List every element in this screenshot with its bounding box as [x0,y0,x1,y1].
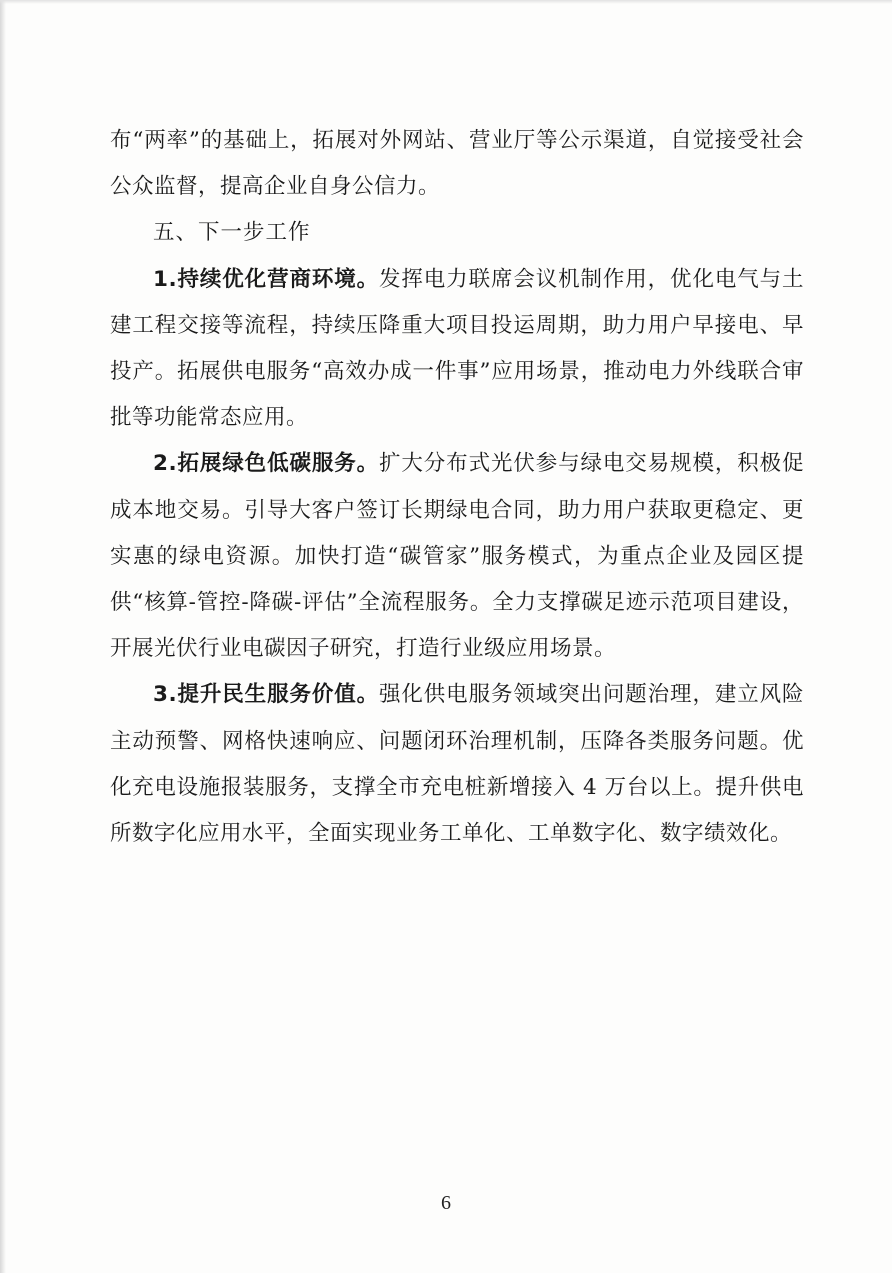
scan-edge-left [0,0,6,1273]
work-item-1 [110,257,804,442]
section-heading: 五、下一步工作 [153,220,311,246]
work-item-3-body: 强化供电服务领域突出问题治理，建立风险主动预警、网格快速响应、问题闭环治理机制，压降各类服务问题。优化充电设施报装服务，支撑全市充电桩新增接入 4 万台以上。提升供电所数字化应用水平，全面实现业务工单化、工单数字化、数字绩效化。 [110,682,804,847]
page-number: 6 [441,1192,451,1214]
work-item-1-body: 发挥电力联席会议机制作用，优化电气与土建工程交接等流程，持续压降重大项目投运周期，助力用户早接电、早投产。拓展供电服务“高效办成一件事”应用场景，推动电力外线联合审批等功能常态应用。 [110,266,804,431]
document-body [110,118,804,857]
work-item-3-lead: 3.提升民生服务价值。 [153,682,380,708]
work-item-2-body: 扩大分布式光伏参与绿电交易规模，积极促成本地交易。引导大客户签订长期绿电合同，助力用户获取更稳定、更实惠的绿电资源。加快打造“碳管家”服务模式，为重点企业及园区提供“核算-管控-降碳-评估”全流程服务。全力支撑碳足迹示范项目建设，开展光伏行业电碳因子研究，打造行业级应用场景。 [110,451,804,662]
work-item-1-lead: 1.持续优化营商环境。 [153,266,380,292]
work-item-2 [110,441,804,672]
scan-edge-top [0,0,892,4]
continuation-paragraph: 布“两率”的基础上，拓展对外网站、营业厅等公示渠道，自觉接受社会公众监督，提高企业自身公信力。 [110,128,804,200]
work-item-2-lead: 2.拓展绿色低碳服务。 [153,451,380,477]
work-item-3 [110,672,804,857]
